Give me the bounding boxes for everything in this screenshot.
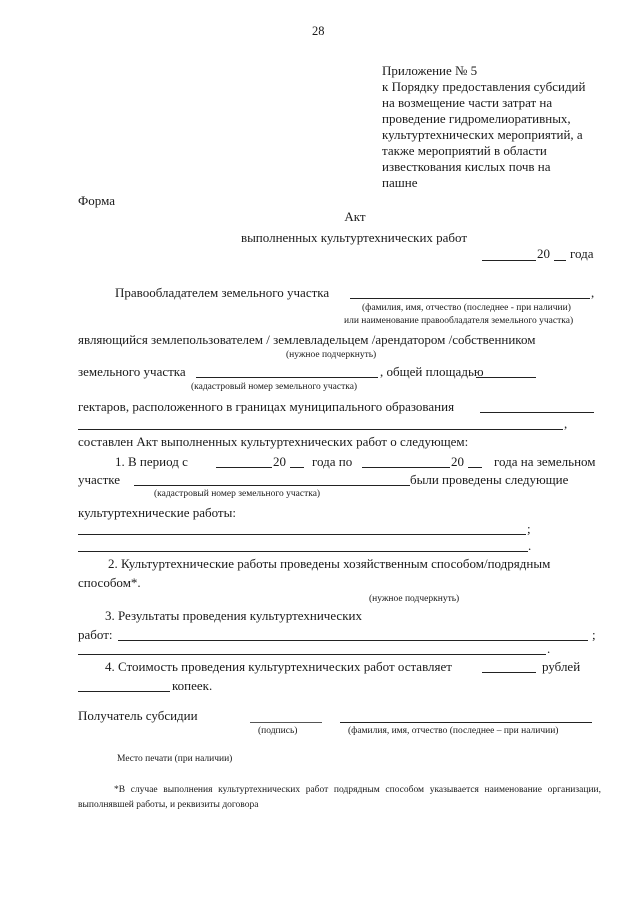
date-year: 20 bbox=[537, 246, 550, 261]
item1-works-label: культуртехнические работы: bbox=[78, 505, 236, 520]
item1-plot-text: года на земельном bbox=[494, 454, 596, 469]
form-label: Форма bbox=[78, 193, 115, 208]
footnote: *В случае выполнения культуртехнических работ подрядным способом указывается наименование организации, выполнявшей работы, и реквизиты договора bbox=[78, 785, 601, 810]
item4-line1: 4. Стоимость проведения культуртехнических работ оставляет bbox=[105, 659, 452, 674]
item3-line2: работ: bbox=[78, 627, 113, 642]
municipality-field-2[interactable] bbox=[78, 429, 563, 430]
works-period: . bbox=[528, 538, 532, 553]
appendix-line: на возмещение части затрат на bbox=[382, 95, 553, 110]
hectares-text: гектаров, расположенного в границах муниципального образования bbox=[78, 399, 455, 414]
owner-comma: , bbox=[591, 285, 595, 300]
item1-period-to: года по bbox=[312, 454, 353, 469]
municipality-comma: , bbox=[564, 416, 568, 431]
year-blank[interactable] bbox=[554, 260, 566, 261]
page-number: 28 bbox=[312, 24, 325, 38]
signature-hint: (подпись) bbox=[258, 726, 298, 736]
area-label: , общей площадью bbox=[380, 364, 484, 379]
status-text: являющийся землепользователем / землевладельцем /арендатором /собственником bbox=[78, 332, 536, 347]
results-field-2[interactable] bbox=[78, 654, 546, 655]
signature-field[interactable] bbox=[250, 722, 322, 723]
item4-rub: рублей bbox=[542, 659, 581, 674]
appendix-line: также мероприятий в области bbox=[382, 143, 547, 158]
item1-plot-label: участке bbox=[78, 472, 121, 487]
results-field-1[interactable] bbox=[118, 640, 588, 641]
recipient-name-hint: (фамилия, имя, отчество (последнее – при наличии) bbox=[348, 726, 559, 736]
appendix-line: к Порядку предоставления субсидий bbox=[382, 79, 586, 94]
plot-hint: (кадастровый номер земельного участка) bbox=[191, 382, 358, 392]
item1-period-from: 1. В период с bbox=[115, 454, 188, 469]
status-hint: (нужное подчеркнуть) bbox=[286, 350, 377, 360]
item2-line2: способом*. bbox=[78, 575, 141, 590]
item2-hint: (нужное подчеркнуть) bbox=[369, 594, 460, 604]
cost-rub-field[interactable] bbox=[482, 672, 536, 673]
appendix-line: известкования кислых почв на bbox=[382, 159, 551, 174]
item1-year-2: 20 bbox=[451, 454, 464, 469]
works-field-2[interactable] bbox=[78, 551, 528, 552]
date-suffix: года bbox=[570, 246, 594, 261]
item4-kop: копеек. bbox=[172, 678, 213, 693]
area-field[interactable] bbox=[476, 377, 536, 378]
works-semicolon: ; bbox=[527, 521, 531, 536]
item1-works-text-span: были проведены следующие bbox=[410, 472, 569, 487]
appendix-line: культуртехнических мероприятий, а bbox=[382, 127, 583, 142]
start-date-field[interactable] bbox=[216, 467, 272, 468]
works-field-1[interactable] bbox=[78, 534, 526, 535]
act-title: Акт bbox=[344, 209, 366, 224]
owner-name-field[interactable] bbox=[350, 298, 590, 299]
end-year-field[interactable] bbox=[468, 467, 482, 468]
composed-text: составлен Акт выполненных культуртехнических работ о следующем: bbox=[78, 434, 469, 449]
date-blank[interactable] bbox=[482, 260, 536, 261]
end-date-field[interactable] bbox=[362, 467, 450, 468]
item1-hint: (кадастровый номер земельного участка) bbox=[154, 489, 321, 499]
plot-label: земельного участка bbox=[78, 364, 186, 379]
item1-cadastral-field[interactable] bbox=[134, 485, 410, 486]
start-year-field[interactable] bbox=[290, 467, 304, 468]
appendix-line: пашне bbox=[382, 175, 418, 190]
municipality-field[interactable] bbox=[480, 412, 594, 413]
owner-label: Правообладателем земельного участка bbox=[115, 285, 330, 300]
recipient-name-field[interactable] bbox=[340, 722, 592, 723]
item2-line1: 2. Культуртехнические работы проведены хозяйственным способом/подрядным bbox=[108, 556, 551, 571]
cost-kop-field[interactable] bbox=[78, 691, 170, 692]
owner-hint-2: или наименование правообладателя земельного участка) bbox=[344, 316, 574, 326]
cadastral-number-field[interactable] bbox=[196, 377, 378, 378]
results-period: . bbox=[547, 641, 551, 656]
appendix-line: проведение гидромелиоративных, bbox=[382, 111, 571, 126]
appendix-line: Приложение № 5 bbox=[382, 63, 478, 78]
item1-works-text bbox=[410, 473, 600, 486]
recipient-label: Получатель субсидии bbox=[78, 708, 198, 723]
item3-line1: 3. Результаты проведения культуртехнических bbox=[105, 608, 362, 623]
stamp-place: Место печати (при наличии) bbox=[117, 754, 233, 764]
act-subtitle: выполненных культуртехнических работ bbox=[240, 230, 468, 245]
results-semicolon: ; bbox=[592, 627, 596, 642]
owner-hint-1: (фамилия, имя, отчество (последнее - при наличии) bbox=[362, 303, 571, 313]
item1-year-1: 20 bbox=[273, 454, 286, 469]
